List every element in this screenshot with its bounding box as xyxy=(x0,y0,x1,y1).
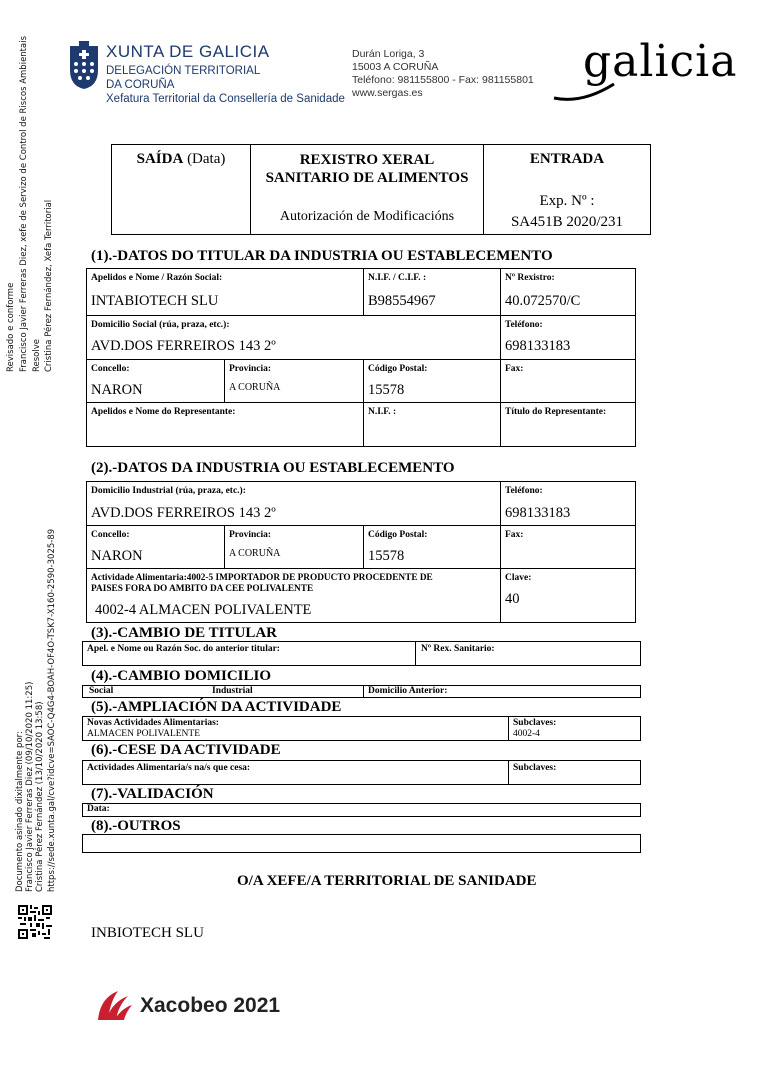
salida-label: SAÍDA xyxy=(136,151,184,167)
sidebar-review-line2: Francisco Javier Ferreras Diez, xefe de Servizo de Control de Riscos Ambientais xyxy=(19,35,29,372)
s1-cp-cell xyxy=(364,360,501,403)
s1-nif-cell xyxy=(364,269,501,316)
s1-cp-value: 15578 xyxy=(368,382,405,398)
section8-table xyxy=(82,834,641,853)
section2-table xyxy=(86,481,636,623)
s2-concello-label: Concello: xyxy=(91,530,130,540)
s2-domicilio-cell xyxy=(87,482,501,526)
s4-type-cell xyxy=(83,686,364,697)
s1-telefono-label: Teléfono: xyxy=(505,320,543,330)
org-delegation: DELEGACIÓN TERRITORIAL xyxy=(106,65,261,77)
s1-fax-cell xyxy=(501,360,635,403)
s2-clave-cell xyxy=(501,569,635,622)
sidebar-cve-link[interactable]: https://sede.xunta.gal/cve?idcve=SAOC-Q4G4-BOAH-OF4O-TSK7-X160-2590-3025-89 xyxy=(47,528,57,892)
address-web: www.sergas.es xyxy=(352,87,423,99)
s1-cp-label: Código Postal: xyxy=(368,364,428,374)
salida-data-label: (Data) xyxy=(183,151,226,167)
s2-provincia-cell xyxy=(225,526,364,569)
s1-provincia-label: Provincia: xyxy=(229,364,272,374)
section6-title: (6).-CESE DA ACTIVIDADE xyxy=(91,742,281,758)
s1-telefono-value: 698133183 xyxy=(505,338,571,354)
s5-novas-cell xyxy=(83,717,509,740)
s2-telefono-cell xyxy=(501,482,635,526)
s2-domicilio-value: AVD.DOS FERREIROS 143 2º xyxy=(91,505,276,521)
s1-rep-label: Apelidos e Nome do Representante: xyxy=(91,407,236,417)
registro-cell xyxy=(251,145,484,234)
section2-title: (2).-DATOS DA INDUSTRIA OU ESTABLECEMENTO xyxy=(91,460,455,476)
section5-title: (5).-AMPLIACIÓN DA ACTIVIDADE xyxy=(91,699,342,715)
entrada-label: ENTRADA xyxy=(529,151,605,167)
sidebar-signed-line1: Documento asinado dixitalmente por: xyxy=(15,731,25,892)
s3-apel-cell xyxy=(83,642,416,665)
s2-actividade-cell xyxy=(87,569,501,622)
s5-subclaves-value: 4002-4 xyxy=(513,729,540,739)
galicia-logo-swoosh-icon xyxy=(552,80,622,102)
address-line2: 15003 A CORUÑA xyxy=(352,61,439,73)
sidebar-review-line3: Resolve xyxy=(32,338,42,372)
section1-title: (1).-DATOS DO TITULAR DA INDUSTRIA OU ESTABLECEMENTO xyxy=(91,248,553,264)
section3-table xyxy=(82,641,641,666)
s1-rexistro-label: Nº Rexistro: xyxy=(505,273,555,283)
s3-rex-label: Nº Rex. Sanitario: xyxy=(421,644,495,654)
section1-table xyxy=(86,268,636,447)
signature-company: INBIOTECH SLU xyxy=(91,925,204,941)
s2-actividade-value: 4002-4 ALMACEN POLIVALENTE xyxy=(95,602,312,618)
sidebar-review-line4: Cristina Pérez Fernández, Xefa Territorial xyxy=(44,199,54,372)
s2-telefono-label: Teléfono: xyxy=(505,486,543,496)
registro-title-line2: SANITARIO DE ALIMENTOS xyxy=(265,170,469,186)
section7-table xyxy=(82,803,641,817)
s2-telefono-value: 698133183 xyxy=(505,505,571,521)
xacobeo-logo-text: Xacobeo 2021 xyxy=(140,994,281,1017)
s1-domicilio-value: AVD.DOS FERREIROS 143 2º xyxy=(91,338,276,354)
section8-title: (8).-OUTROS xyxy=(91,818,181,834)
s6-act-cell xyxy=(83,761,509,784)
s2-fax-cell xyxy=(501,526,635,569)
s6-subclaves-label: Subclaves: xyxy=(513,763,557,773)
s1-concello-cell xyxy=(87,360,225,403)
address-line1: Durán Loriga, 3 xyxy=(352,48,425,60)
s1-apelidos-label: Apelidos e Nome / Razón Social: xyxy=(91,273,223,283)
xunta-coat-of-arms-icon xyxy=(68,40,100,90)
s1-concello-label: Concello: xyxy=(91,364,130,374)
section3-title: (3).-CAMBIO DE TITULAR xyxy=(91,625,277,641)
section4-title: (4).-CAMBIO DOMICILIO xyxy=(91,668,271,684)
s4-anterior-label: Domicilio Anterior: xyxy=(368,686,448,696)
registro-title-line1: REXISTRO XERAL xyxy=(299,152,435,168)
section7-title: (7).-VALIDACIÓN xyxy=(91,786,214,802)
s2-provincia-value: A CORUÑA xyxy=(229,548,281,559)
s1-concello-value: NARON xyxy=(91,382,143,398)
s1-fax-label: Fax: xyxy=(505,364,524,374)
s1-domicilio-label: Domicilio Social (rúa, praza, etc.): xyxy=(91,320,230,330)
qr-code-icon xyxy=(18,905,52,939)
s2-concello-value: NARON xyxy=(91,548,143,564)
sidebar-signed-line3: Cristina Pérez Fernández (13/10/2020 13:58) xyxy=(35,701,45,892)
s1-rep-nif-label: N.I.F. : xyxy=(368,407,397,417)
registry-header-box xyxy=(111,144,651,235)
s6-act-label: Actividades Alimentaria/s na/s que cesa: xyxy=(87,763,251,773)
s1-rep-nif-cell xyxy=(364,403,501,446)
s2-domicilio-label: Domicilio Industrial (rúa, praza, etc.): xyxy=(91,486,246,496)
s5-subclaves-label: Subclaves: xyxy=(513,718,557,728)
salida-cell xyxy=(112,145,251,234)
s1-apelidos-value: INTABIOTECH SLU xyxy=(91,293,219,309)
galicia-brand-logo: galicia xyxy=(583,36,738,87)
exp-label: Exp. Nº : xyxy=(539,193,595,209)
s2-actividade-label-line1: Actividade Alimentaria:4002-5 IMPORTADOR DE PRODUCTO PROCEDENTE DE xyxy=(91,573,433,583)
org-department: Xefatura Territorial da Consellería de Sanidade xyxy=(106,93,345,105)
s1-rexistro-value: 40.072570/C xyxy=(505,293,581,309)
s2-provincia-label: Provincia: xyxy=(229,530,272,540)
s2-cp-label: Código Postal: xyxy=(368,530,428,540)
s2-clave-value: 40 xyxy=(505,591,520,607)
s7-data-label: Data: xyxy=(87,804,110,814)
s1-domicilio-cell xyxy=(87,316,501,360)
signature-title: O/A XEFE/A TERRITORIAL DE SANIDADE xyxy=(237,873,537,889)
s1-provincia-cell xyxy=(225,360,364,403)
s2-clave-label: Clave: xyxy=(505,573,532,583)
s1-nif-value: B98554967 xyxy=(368,293,436,309)
org-city: DA CORUÑA xyxy=(106,79,175,91)
sidebar-review-line1: Revisado e conforme xyxy=(6,282,16,372)
s4-industrial-label: Industrial xyxy=(212,686,253,696)
s2-cp-cell xyxy=(364,526,501,569)
section6-table xyxy=(82,760,641,785)
s1-nif-label: N.I.F. / C.I.F. : xyxy=(368,273,427,283)
org-name: XUNTA DE GALICIA xyxy=(106,42,270,61)
s2-concello-cell xyxy=(87,526,225,569)
s1-rep-cell xyxy=(87,403,364,446)
section5-table xyxy=(82,716,641,741)
s2-cp-value: 15578 xyxy=(368,548,405,564)
s2-actividade-label-line2: PAISES FORA DO AMBITO DA CEE POLIVALENTE xyxy=(91,584,314,594)
s3-apel-label: Apel. e Nome ou Razón Soc. do anterior titular: xyxy=(87,644,280,654)
address-phone: Teléfono: 981155800 - Fax: 981155801 xyxy=(352,74,534,86)
s1-telefono-cell xyxy=(501,316,635,360)
sidebar-signed-line2: Francisco Javier Ferreras Diez (09/10/2020 11:25) xyxy=(25,681,35,892)
s5-novas-value: ALMACEN POLIVALENTE xyxy=(87,729,201,739)
s1-rep-title-label: Título do Representante: xyxy=(505,407,607,417)
s4-social-label: Social xyxy=(89,686,114,696)
s2-fax-label: Fax: xyxy=(505,530,524,540)
s1-rexistro-cell xyxy=(501,269,635,316)
section4-table xyxy=(82,685,641,698)
s1-rep-title-cell xyxy=(501,403,635,446)
xacobeo-shell-icon xyxy=(94,988,134,1024)
s1-provincia-value: A CORUÑA xyxy=(229,382,281,393)
registro-subtitle: Autorización de Modificacións xyxy=(279,209,455,224)
s1-apelidos-cell xyxy=(87,269,364,316)
exp-value: SA451B 2020/231 xyxy=(510,214,624,230)
entrada-cell xyxy=(484,145,650,234)
s5-novas-label: Novas Actividades Alimentarias: xyxy=(87,718,219,728)
